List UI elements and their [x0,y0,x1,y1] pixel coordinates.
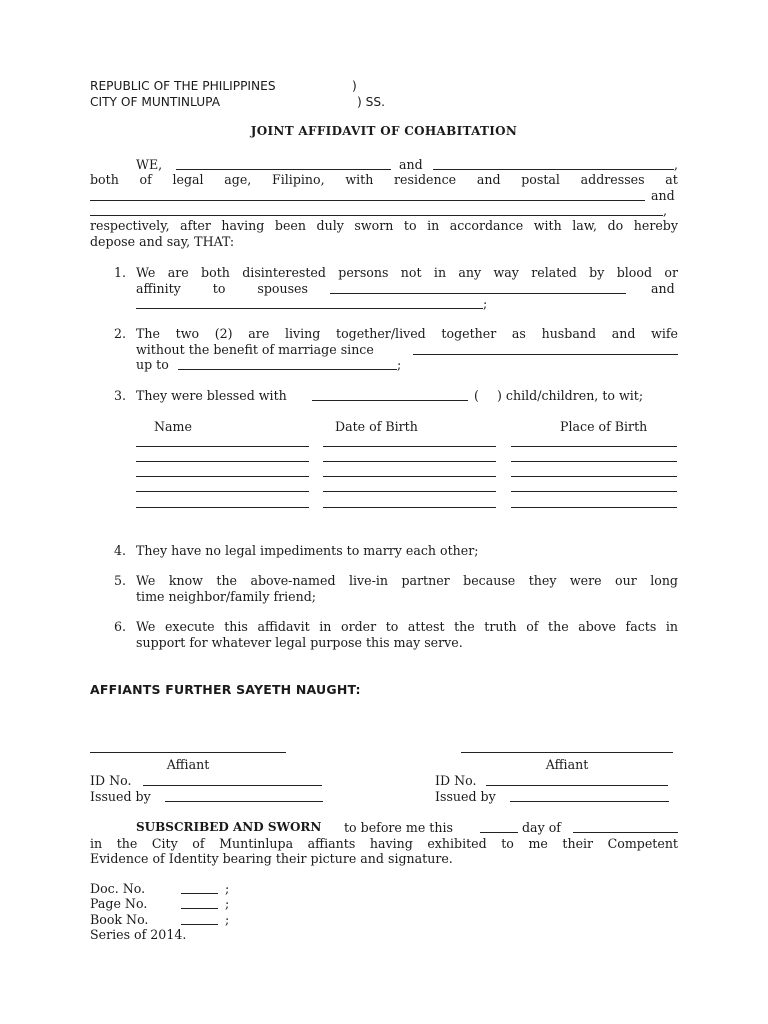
item-1-and: and [651,281,675,296]
book-no-blank[interactable] [181,924,218,925]
item-5-line1: We know the above-named live-in partner because they were our long [136,573,678,588]
table-header-pob: Place of Birth [560,419,648,434]
word: and [476,172,501,187]
header-republic: REPUBLIC OF THE PHILIPPINES [90,79,276,93]
item-2-number: 2. [114,326,127,341]
child-pob-blank[interactable] [511,461,677,462]
item-2-line1: The two (2) are living together/lived together as husband and wife [136,326,678,341]
item-2-semicolon: ; [397,357,402,372]
intro-name2-blank[interactable] [433,169,674,170]
jurat-to-before: to before me this [344,820,453,835]
item-2-line2: without the benefit of marriage since [136,342,374,357]
item-4-number: 4. [114,543,127,558]
jurat-day-of: day of [522,820,561,835]
child-name-blank[interactable] [136,461,309,462]
further-sayeth: AFFIANTS FURTHER SAYETH NAUGHT: [90,682,361,697]
word: at [665,172,678,187]
affiant-1-id-label: ID No. [90,773,132,788]
word: addresses [580,172,645,187]
item-4-line1: They have no legal impediments to marry each other; [136,543,479,558]
book-no-label: Book No. [90,912,149,927]
child-name-blank[interactable] [136,507,309,508]
affiant-1-signature-line[interactable] [90,752,286,753]
affiant-1-label: Affiant [166,757,210,772]
header-ss: ) SS. [357,95,385,109]
intro-line6: depose and say, THAT: [90,234,235,249]
item-1-line2 [136,281,308,296]
child-pob-blank[interactable] [511,491,677,492]
affiant-1-issued-label: Issued by [90,789,151,804]
word: both [90,172,119,187]
word: age, [224,172,252,187]
spouses-blank-1[interactable] [330,293,626,294]
affiant-2-id-blank[interactable] [486,785,668,786]
jurat-line3: Evidence of Identity bearing their picture and signature. [90,851,453,866]
affiant-1-id-blank[interactable] [143,785,322,786]
item-3-number: 3. [114,388,127,403]
affiant-2-id-label: ID No. [435,773,477,788]
word: affinity [136,281,181,296]
child-pob-blank[interactable] [511,476,677,477]
item-3-paren-open: ( [474,388,479,403]
intro-we: WE, [136,157,163,172]
affiant-2-issued-label: Issued by [435,789,496,804]
since-date-blank[interactable] [413,354,678,355]
child-dob-blank[interactable] [323,476,496,477]
word: of [139,172,152,187]
jurat-month-blank[interactable] [573,832,678,833]
item-5-line2: time neighbor/family friend; [136,589,317,604]
child-dob-blank[interactable] [323,491,496,492]
jurat-line2: in the City of Muntinlupa affiants having exhibited to me their Competent [90,836,678,851]
item-3-paren-close: ) child/children, to wit; [497,388,644,403]
header-paren: ) [352,79,357,93]
child-name-blank[interactable] [136,491,309,492]
item-5-number: 5. [114,573,127,588]
table-header-name: Name [154,419,192,434]
doc-no-suffix: ; [225,881,230,896]
intro-line5: respectively, after having been duly sworn to in accordance with law, do hereby [90,218,678,233]
word: to [212,281,226,296]
word: postal [521,172,560,187]
spouses-blank-2[interactable] [136,308,483,309]
child-dob-blank[interactable] [323,446,496,447]
table-header-dob: Date of Birth [335,419,418,434]
page-no-label: Page No. [90,896,148,911]
item-3-text: They were blessed with [136,388,287,403]
child-name-blank[interactable] [136,476,309,477]
child-dob-blank[interactable] [323,461,496,462]
intro-comma2: , [663,203,668,218]
upto-date-blank[interactable] [178,369,397,370]
child-name-blank[interactable] [136,446,309,447]
address1-blank[interactable] [90,200,645,201]
word: legal [172,172,204,187]
jurat-bold: SUBSCRIBED AND SWORN [136,820,322,834]
intro-comma: , [674,157,679,172]
book-no-suffix: ; [225,912,230,927]
item-6-number: 6. [114,619,127,634]
item-1-number: 1. [114,265,127,280]
children-count-words-blank[interactable] [312,400,468,401]
item-2-line3: up to [136,357,169,372]
child-pob-blank[interactable] [511,446,677,447]
word: residence [394,172,457,187]
page-no-blank[interactable] [181,908,218,909]
intro-name1-blank[interactable] [176,169,391,170]
affiant-2-label: Affiant [545,757,589,772]
word: with [345,172,374,187]
item-6-line2: support for whatever legal purpose this may serve. [136,635,463,650]
document-title: JOINT AFFIDAVIT OF COHABITATION [250,124,518,138]
item-1-line1: We are both disinterested persons not in any way related by blood or [136,265,678,280]
affiant-1-issued-blank[interactable] [165,801,323,802]
affiant-2-issued-blank[interactable] [510,801,669,802]
item-6-line1: We execute this affidavit in order to attest the truth of the above facts in [136,619,678,634]
intro-and2: and [651,188,675,203]
header-city: CITY OF MUNTINLUPA [90,95,221,109]
series-label: Series of 2014. [90,927,187,942]
item-1-semicolon: ; [483,296,488,311]
doc-no-label: Doc. No. [90,881,146,896]
intro-line2 [90,172,678,187]
affiant-2-signature-line[interactable] [461,752,673,753]
word: spouses [257,281,308,296]
child-pob-blank[interactable] [511,507,677,508]
address2-blank[interactable] [90,215,663,216]
jurat-day-blank[interactable] [480,832,518,833]
page-no-suffix: ; [225,896,230,911]
doc-no-blank[interactable] [181,893,218,894]
word: Filipino, [272,172,325,187]
child-dob-blank[interactable] [323,507,496,508]
intro-and: and [399,157,423,172]
